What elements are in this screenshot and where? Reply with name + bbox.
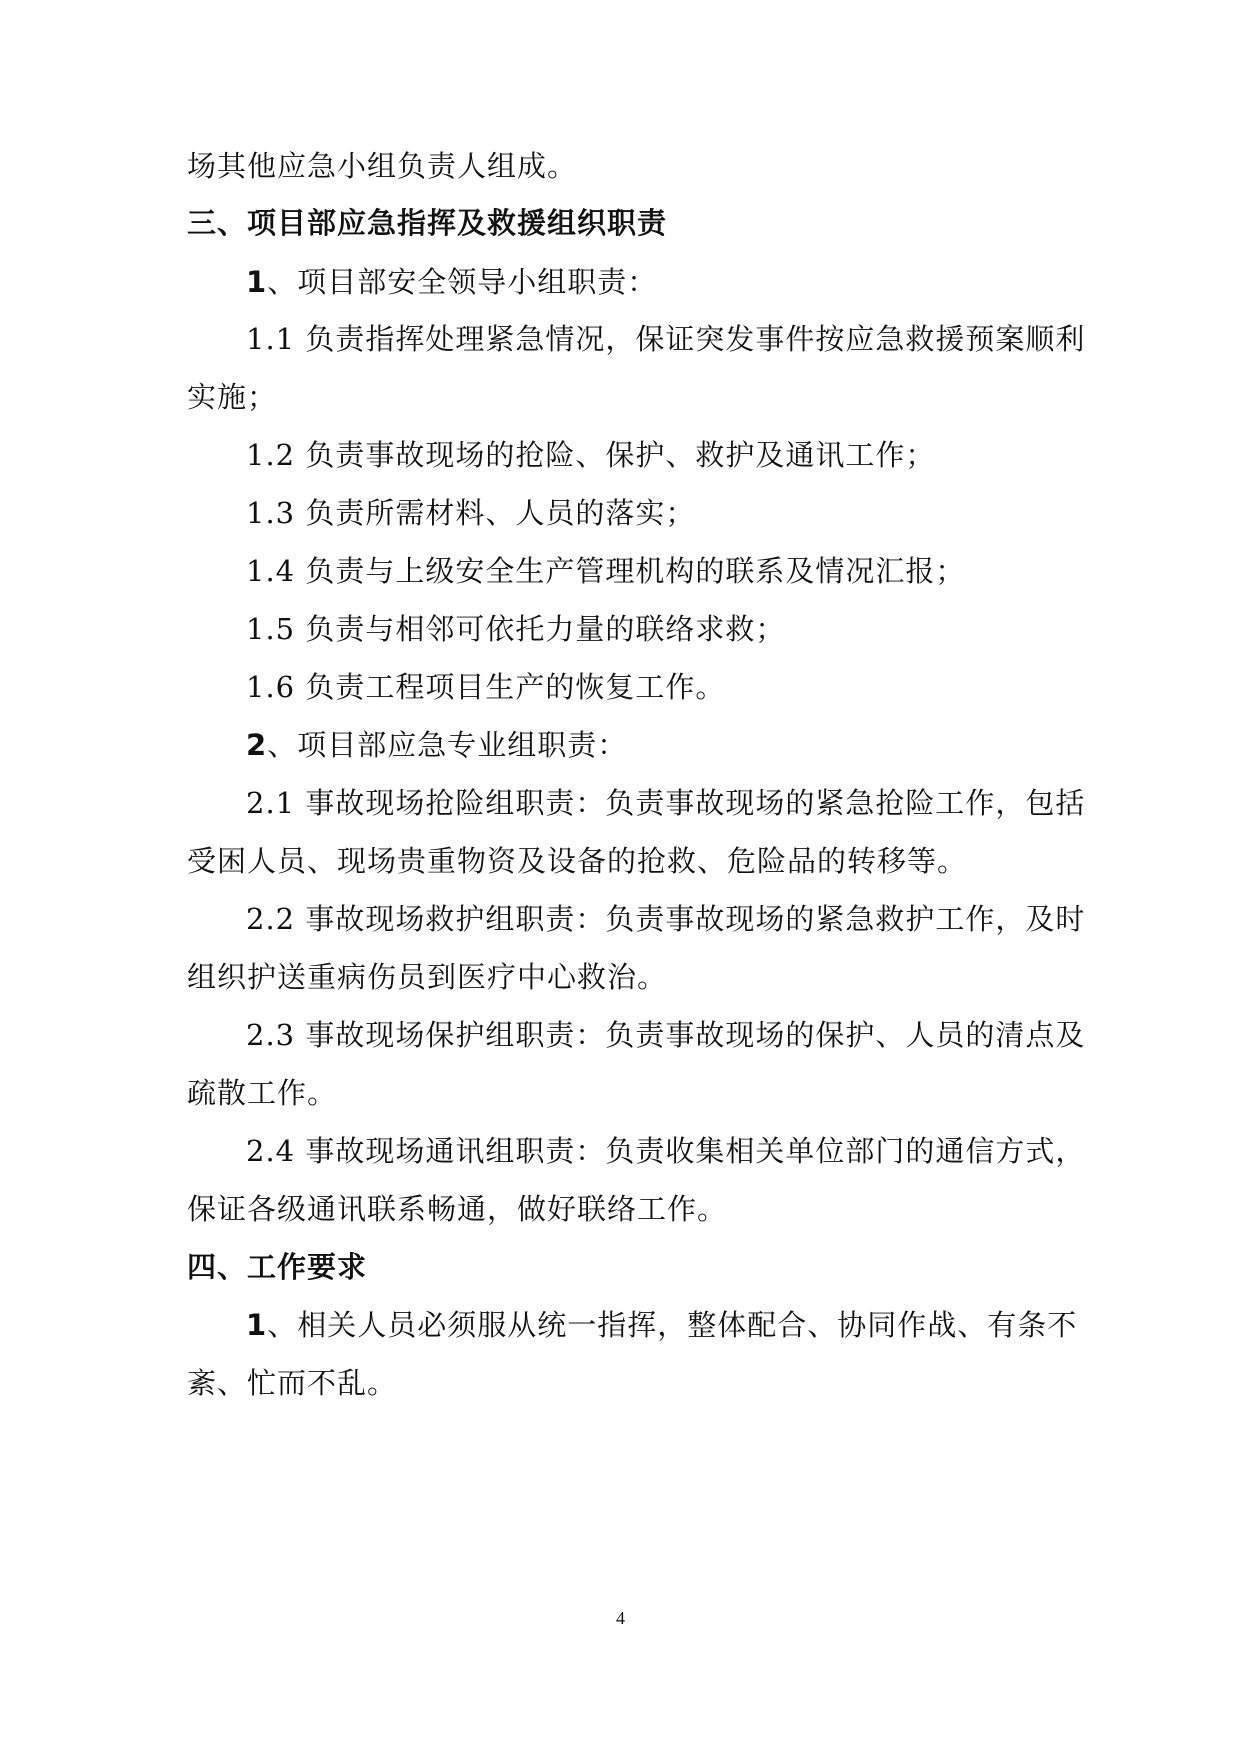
list-item-2-4: 2.4 事故现场通讯组职责：负责收集相关单位部门的通信方式， <box>246 1134 1086 1168</box>
list-item-2-1-cont: 受困人员、现场贵重物资及设备的抢救、危险品的转移等。 <box>187 844 968 878</box>
subsection-heading-1 <box>246 262 657 302</box>
list-item-2-2-cont: 组织护送重病伤员到医疗中心救治。 <box>187 960 668 994</box>
list-item-1-4: 1.4 负责与上级安全生产管理机构的联系及情况汇报； <box>246 554 966 588</box>
list-item-1-1-cont: 实施； <box>187 380 278 414</box>
subsection-heading-2 <box>246 725 627 765</box>
requirement-text: 、相关人员必须服从统一指挥，整体配合、协同作战、有条不 <box>267 1308 1078 1342</box>
list-item-2-3: 2.3 事故现场保护组职责：负责事故现场的保护、人员的清点及 <box>246 1018 1086 1052</box>
subsection-number: 2 <box>246 728 268 762</box>
requirement-item-1 <box>246 1305 1077 1345</box>
list-item-1-1: 1.1 负责指挥处理紧急情况，保证突发事件按应急救援预案顺利 <box>246 322 1086 356</box>
list-item-2-3-cont: 疏散工作。 <box>187 1076 338 1110</box>
list-item-1-6: 1.6 负责工程项目生产的恢复工作。 <box>246 670 726 704</box>
list-item-2-4-cont: 保证各级通讯联系畅通，做好联络工作。 <box>187 1192 728 1226</box>
page-number: 4 <box>616 1608 625 1628</box>
paragraph-line: 场其他应急小组负责人组成。 <box>187 149 578 183</box>
requirement-item-1-cont: 紊、忙而不乱。 <box>187 1366 398 1400</box>
section-heading-3: 三、项目部应急指挥及救援组织职责 <box>187 206 668 240</box>
requirement-number: 1 <box>246 1308 268 1342</box>
subsection-title: 、项目部安全领导小组职责： <box>267 265 658 299</box>
list-item-2-2: 2.2 事故现场救护组职责：负责事故现场的紧急救护工作，及时 <box>246 902 1086 936</box>
section-heading-4: 四、工作要求 <box>187 1250 368 1284</box>
list-item-1-3: 1.3 负责所需材料、人员的落实； <box>246 496 696 530</box>
list-item-1-2: 1.2 负责事故现场的抢险、保护、救护及通讯工作； <box>246 438 936 472</box>
list-item-2-1: 2.1 事故现场抢险组职责：负责事故现场的紧急抢险工作，包括 <box>246 786 1086 820</box>
subsection-number: 1 <box>246 265 268 299</box>
subsection-title: 、项目部应急专业组职责： <box>267 728 628 762</box>
list-item-1-5: 1.5 负责与相邻可依托力量的联络求救； <box>246 612 786 646</box>
